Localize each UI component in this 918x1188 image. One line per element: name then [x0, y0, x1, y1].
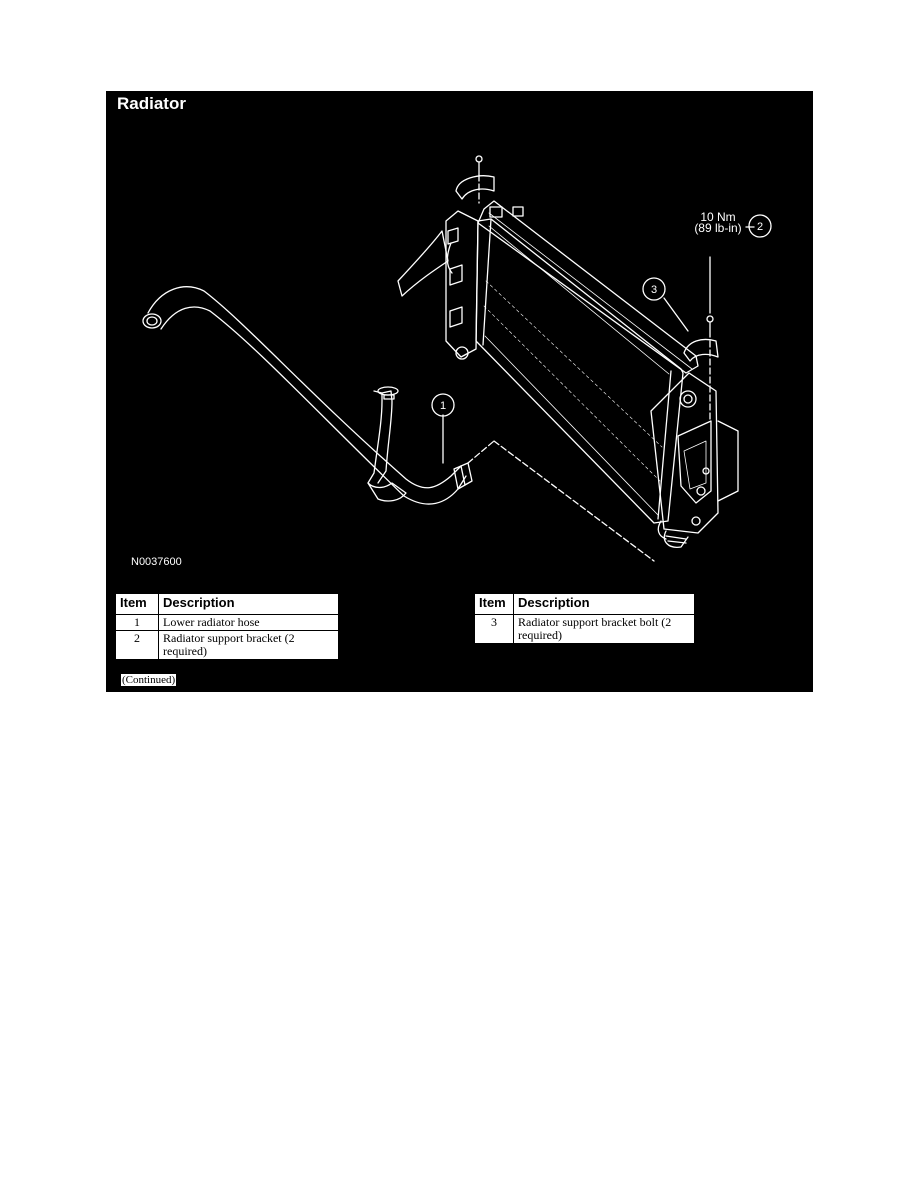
top-left-bracket	[456, 156, 494, 203]
continued-note: (Continued)	[122, 674, 176, 686]
legend-header-item: Item	[475, 594, 514, 615]
legend-item-number: 1	[116, 615, 159, 631]
lower-radiator-hose	[143, 287, 472, 504]
legend-item-number: 3	[475, 615, 514, 644]
legend-item-description: Lower radiator hose	[159, 615, 339, 631]
torque-lbin: (89 lb-in)	[694, 221, 742, 235]
legend-header-row	[116, 594, 339, 615]
leader-line-3	[664, 298, 688, 331]
legend-table-left	[115, 593, 339, 660]
legend-row	[116, 631, 339, 660]
legend-table-right	[474, 593, 695, 644]
callout-2-label: 2	[756, 221, 764, 233]
hose-centerline	[468, 441, 494, 463]
hose-centerline-2	[494, 441, 654, 561]
torque-spec	[686, 212, 750, 234]
legend-row	[475, 615, 695, 644]
right-bracket	[684, 257, 718, 421]
legend-header-description: Description	[514, 594, 695, 615]
figure-title: Radiator	[117, 94, 186, 113]
legend-item-description: Radiator support bracket bolt (2 required)	[514, 615, 695, 644]
left-side-tank	[398, 211, 478, 359]
callout-1-label: 1	[439, 400, 447, 412]
legend-row	[116, 615, 339, 631]
radiator-core	[476, 219, 683, 523]
torque-nm: 10 Nm	[700, 210, 736, 224]
callout-3-label: 3	[650, 284, 658, 296]
legend-item-number: 2	[116, 631, 159, 660]
legend-header-item: Item	[116, 594, 159, 615]
legend-item-description: Radiator support bracket (2 required)	[159, 631, 339, 660]
legend-header-row	[475, 594, 695, 615]
figure-code: N0037600	[131, 556, 182, 568]
hose-branch	[368, 387, 406, 501]
radiator-figure	[106, 91, 813, 692]
legend-header-description: Description	[159, 594, 339, 615]
